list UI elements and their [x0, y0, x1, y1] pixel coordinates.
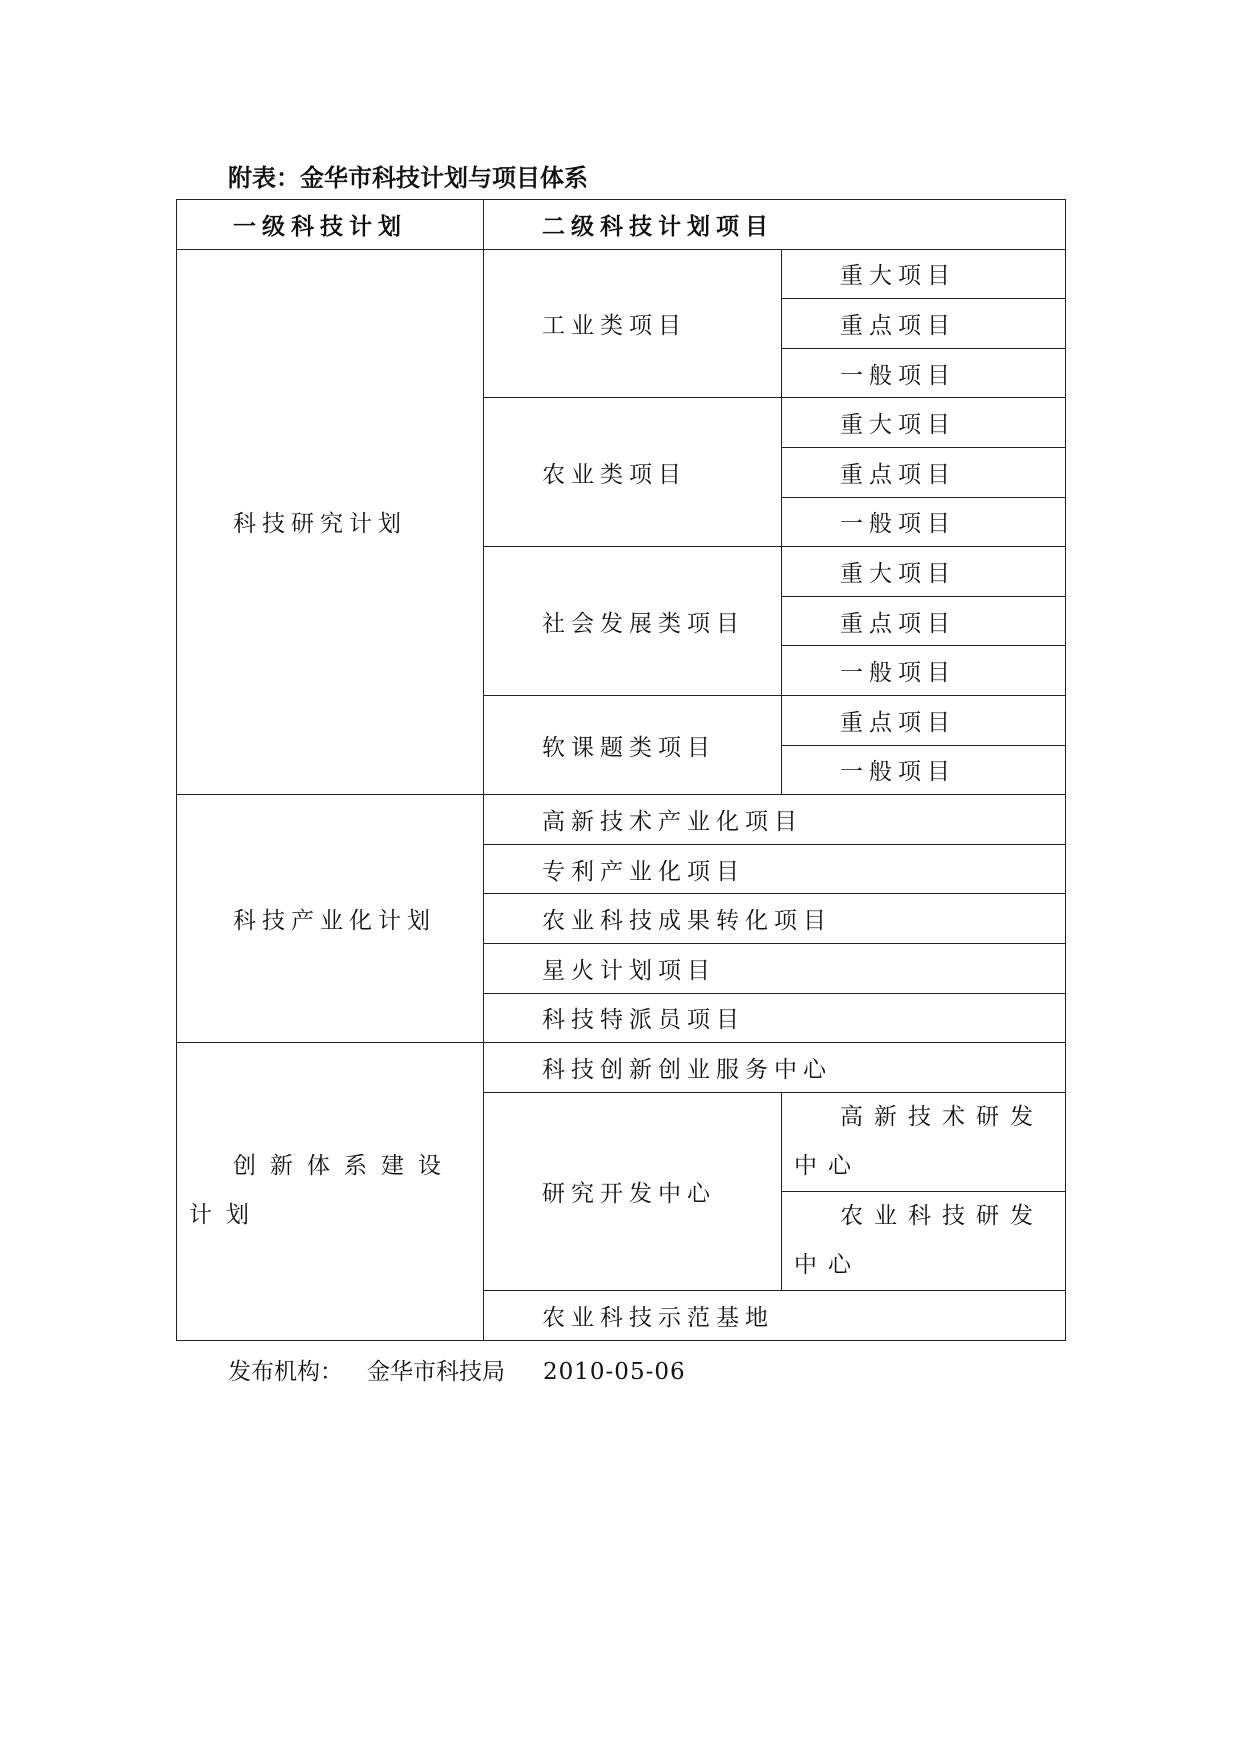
- level2-project: 专利产业化项目: [484, 844, 1066, 894]
- publish-date: 2010-05-06: [543, 1359, 686, 1385]
- table-header-row: [177, 200, 1066, 250]
- level3-item: 一般项目: [782, 348, 1066, 398]
- footer: [228, 1353, 686, 1386]
- table-row: [177, 249, 1066, 299]
- level3-item: 重点项目: [782, 447, 1066, 497]
- level3-item: 一般项目: [782, 745, 1066, 795]
- level1-plan: 科技研究计划: [177, 249, 484, 795]
- level3-item: 高新技术研发中心: [782, 1092, 1066, 1191]
- level3-item: 重大项目: [782, 398, 1066, 448]
- level2-project: 高新技术产业化项目: [484, 795, 1066, 845]
- level2-category: 研究开发中心: [484, 1092, 782, 1290]
- level2-project: 科技创新创业服务中心: [484, 1043, 1066, 1093]
- header-level1: 一级科技计划: [177, 200, 484, 250]
- plan-table: [176, 199, 1066, 1341]
- level2-category: 工业类项目: [484, 249, 782, 398]
- publisher-org: 金华市科技局: [367, 1359, 505, 1385]
- level2-category: 软课题类项目: [484, 695, 782, 794]
- level3-item: 重大项目: [782, 547, 1066, 597]
- level3-item: 重大项目: [782, 249, 1066, 299]
- level3-item: 一般项目: [782, 646, 1066, 696]
- level1-plan: 科技产业化计划: [177, 795, 484, 1043]
- header-level2: 二级科技计划项目: [484, 200, 1066, 250]
- level2-project: 星火计划项目: [484, 943, 1066, 993]
- publisher-label: 发布机构：: [228, 1359, 343, 1385]
- level2-category: 农业类项目: [484, 398, 782, 547]
- level3-item: 一般项目: [782, 497, 1066, 547]
- table-row: [177, 1043, 1066, 1093]
- level2-category: 社会发展类项目: [484, 547, 782, 696]
- level2-project: 农业科技成果转化项目: [484, 894, 1066, 944]
- level2-project: 科技特派员项目: [484, 993, 1066, 1043]
- level3-item: 农业科技研发中心: [782, 1191, 1066, 1290]
- level2-project: 农业科技示范基地: [484, 1291, 1066, 1341]
- level3-item: 重点项目: [782, 299, 1066, 349]
- level3-item: 重点项目: [782, 695, 1066, 745]
- page-title: 附表：金华市科技计划与项目体系: [228, 164, 588, 192]
- level3-item: 重点项目: [782, 596, 1066, 646]
- table-row: [177, 795, 1066, 845]
- level1-plan: 创新体系建设计划: [177, 1043, 484, 1341]
